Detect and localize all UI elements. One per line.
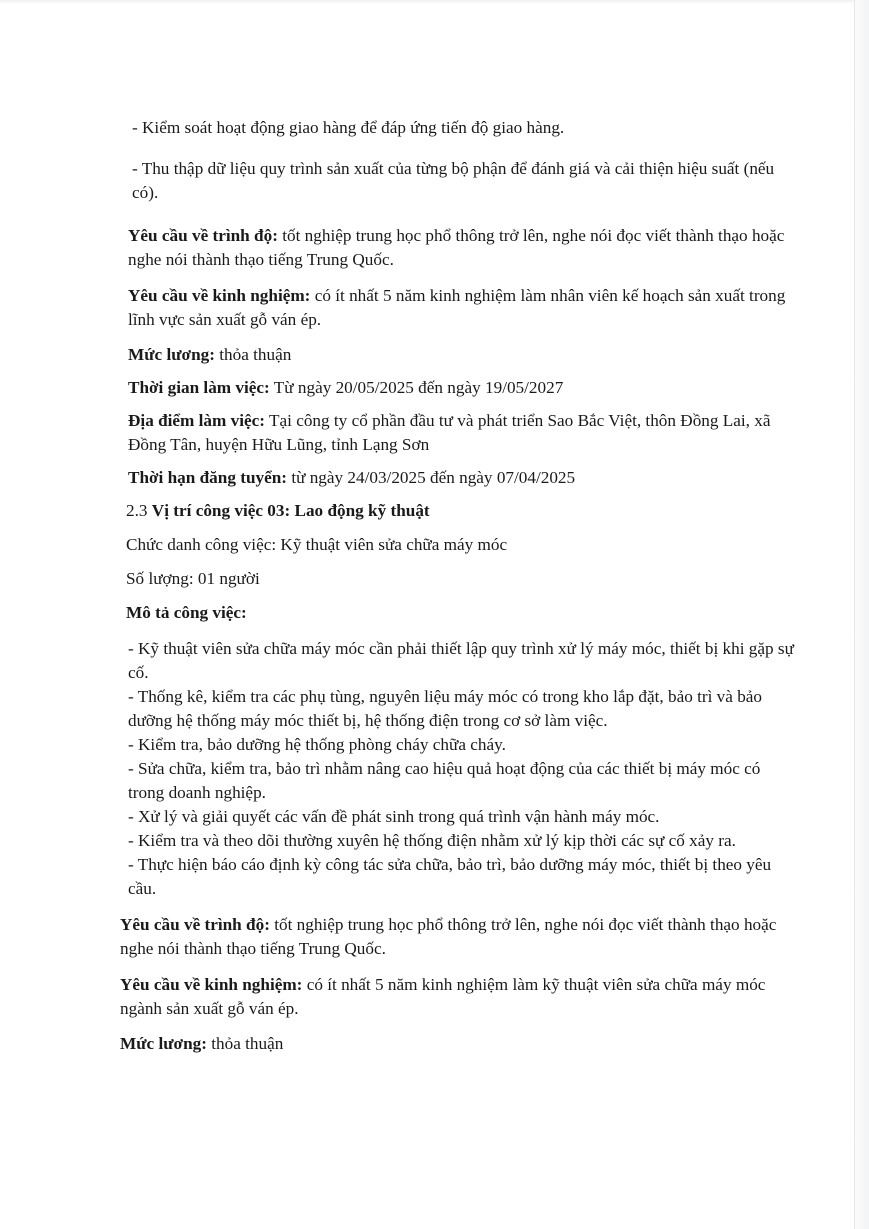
scan-page-edge [854, 0, 869, 1229]
p3-salary-label: Mức lương: [120, 1034, 207, 1053]
p3-duty-inventory: - Thống kê, kiểm tra các phụ tùng, nguyên liệu máy móc có trong kho lắp đặt, bảo trì và bảo dưỡng hệ thống máy móc thiết bị, hệ thống điện trong cơ sở làm việc. [128, 687, 763, 730]
p2-working-time-label: Thời gian làm việc: [128, 378, 270, 397]
duty-delivery-control: - Kiểm soát hoạt động giao hàng để đáp ứng tiến độ giao hàng. [132, 118, 565, 137]
p2-recruitment-period [128, 466, 798, 490]
p3-duty-process: - Kỹ thuật viên sửa chữa máy móc cần phải thiết lập quy trình xử lý máy móc, thiết bị khi gặp sự cố. [128, 639, 794, 682]
p2-working-time-value: Từ ngày 20/05/2025 đến ngày 19/05/2027 [273, 378, 564, 397]
p3-duty-electrical: - Kiểm tra và theo dõi thường xuyên hệ thống điện nhằm xử lý kịp thời các sự cố xảy ra. [128, 831, 736, 850]
p3-description-label: Mô tả công việc: [126, 603, 247, 622]
p3-salary-value: thỏa thuận [211, 1034, 284, 1053]
p3-education-value: tốt nghiệp trung học phổ thông trở lên, nghe nói đọc viết thành thạo hoặc nghe nói thành thạo tiếng Trung Quốc. [120, 915, 777, 958]
document-body [118, 114, 798, 1056]
section-2-3-heading [126, 499, 798, 523]
p3-experience-requirement [120, 973, 798, 1021]
p2-salary-label: Mức lương: [128, 345, 215, 364]
p2-experience-requirement [128, 284, 808, 332]
p3-duty-repair: - Sửa chữa, kiểm tra, bảo trì nhằm nâng cao hiệu quả hoạt động của các thiết bị máy móc có trong doanh nghiệp. [128, 759, 761, 802]
p2-work-location-value: Tại công ty cổ phần đầu tư và phát triển Sao Bắc Việt, thôn Đồng Lai, xã Đồng Tân, huyện Hữu Lũng, tỉnh Lạng Sơn [128, 411, 771, 454]
p3-duty-troubleshoot: - Xử lý và giải quyết các vấn đề phát sinh trong quá trình vận hành máy móc. [128, 807, 660, 826]
p3-duty-fire-safety: - Kiểm tra, bảo dưỡng hệ thống phòng cháy chữa cháy. [128, 735, 506, 754]
p3-salary [120, 1032, 798, 1056]
duty-data-collection: - Thu thập dữ liệu quy trình sản xuất của từng bộ phận để đánh giá và cải thiện hiệu suất (nếu có). [132, 159, 775, 202]
p3-job-title: Chức danh công việc: Kỹ thuật viên sửa chữa máy móc [126, 535, 508, 554]
p2-working-time [128, 376, 798, 400]
p3-description-list [128, 637, 798, 901]
scan-top-edge [0, 0, 855, 4]
p2-experience-label: Yêu cầu về kinh nghiệm: [128, 286, 311, 305]
p2-salary-value: thỏa thuận [219, 345, 292, 364]
p3-experience-value: có ít nhất 5 năm kinh nghiệm làm kỹ thuật viên sửa chữa máy móc ngành sản xuất gỗ ván ép. [120, 975, 766, 1018]
p2-work-location-label: Địa điểm làm việc: [128, 411, 265, 430]
section-title: Vị trí công việc 03: Lao động kỹ thuật [151, 501, 430, 520]
p2-recruitment-label: Thời hạn đăng tuyển: [128, 468, 288, 487]
p3-education-label: Yêu cầu về trình độ: [120, 915, 270, 934]
p2-education-value: tốt nghiệp trung học phổ thông trở lên, nghe nói đọc viết thành thạo hoặc nghe nói thành thạo tiếng Trung Quốc. [128, 226, 785, 269]
p2-work-location [128, 409, 788, 457]
p3-education-requirement [120, 913, 800, 961]
p3-experience-label: Yêu cầu về kinh nghiệm: [120, 975, 303, 994]
p2-salary [128, 343, 798, 367]
p2-education-requirement [128, 224, 808, 272]
p3-duty-reporting: - Thực hiện báo cáo định kỳ công tác sửa chữa, bảo trì, bảo dưỡng máy móc, thiết bị theo yêu cầu. [128, 855, 772, 898]
p3-quantity: Số lượng: 01 người [126, 569, 260, 588]
p2-education-label: Yêu cầu về trình độ: [128, 226, 278, 245]
p2-recruitment-value: từ ngày 24/03/2025 đến ngày 07/04/2025 [291, 468, 576, 487]
section-number: 2.3 [126, 501, 148, 520]
p2-experience-value: có ít nhất 5 năm kinh nghiệm làm nhân viên kế hoạch sản xuất trong lĩnh vực sản xuất gỗ ván ép. [128, 286, 786, 329]
